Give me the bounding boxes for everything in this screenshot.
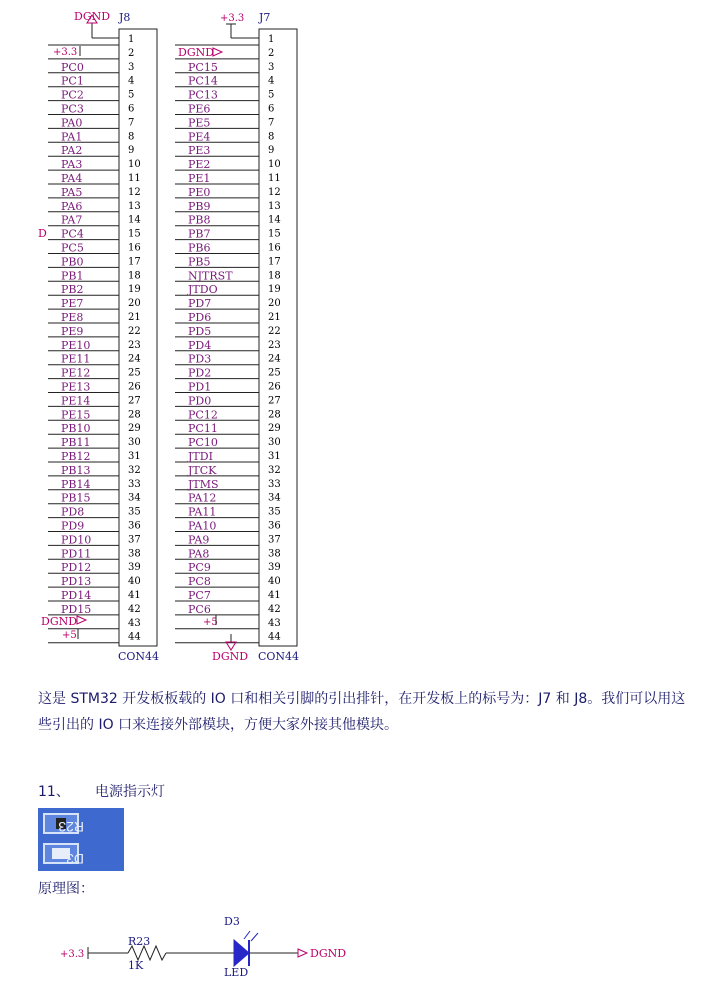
j7-net-label: PE4	[188, 130, 211, 144]
j8-pin-number: 30	[128, 437, 141, 449]
j8-pin-number: 13	[128, 200, 141, 212]
j7-pin-number: 37	[268, 534, 281, 546]
j7-net-label: JTCK	[188, 463, 217, 477]
j8-net-label: PB1	[61, 269, 84, 283]
j8-net-label: PA6	[61, 199, 83, 213]
j7-pin-number: 42	[268, 603, 281, 615]
j8-net-label: PA3	[61, 158, 83, 172]
j7-pin-number: 24	[268, 353, 281, 365]
j7-net-label: NJTRST	[188, 269, 233, 283]
j7-pin-number: 18	[268, 270, 281, 282]
connector-j7	[175, 11, 299, 663]
led-vcc-label: +3.3	[60, 949, 85, 960]
led-emission-arrow	[244, 931, 250, 939]
j7-pin-number: 16	[268, 242, 281, 254]
j8-net-label: PB15	[61, 491, 91, 505]
j8-pin-number: 33	[128, 478, 141, 490]
j8-pin-number: 12	[128, 186, 141, 198]
j8-net-label: PA4	[61, 172, 83, 185]
photo-d-label: D3	[66, 851, 84, 867]
j8-pin-number: 31	[128, 451, 141, 462]
dgnd-arrow	[77, 616, 86, 624]
j8-pin-number: 37	[128, 534, 141, 546]
j8-pin-number: 5	[128, 89, 135, 101]
j8-net-label: PD13	[61, 575, 92, 589]
j8-pin-number: 42	[128, 603, 141, 615]
j8-net-label: PE12	[61, 366, 91, 380]
j8-pin-number: 23	[128, 339, 141, 351]
j8-pin-number: 28	[128, 409, 141, 421]
j7-pin-number: 20	[268, 298, 281, 310]
j8-pin-number: 32	[128, 464, 141, 476]
j7-pin-number: 4	[268, 75, 275, 87]
j7-pin-number: 44	[268, 631, 281, 643]
j8-pin-number: 29	[128, 423, 141, 435]
j7-pwr-label: +5	[203, 617, 218, 628]
j7-net-label: PD0	[188, 394, 212, 408]
j7-pin-number: 7	[268, 117, 275, 129]
j8-pin-number: 36	[128, 520, 141, 532]
j8-net-label: PA1	[61, 130, 83, 144]
j7-net-label: PA12	[188, 491, 217, 505]
j7-net-label: PB7	[188, 227, 211, 241]
j8-pin-number: 21	[128, 312, 141, 323]
j8-pin-number: 6	[128, 103, 135, 115]
j7-pin-number: 21	[268, 312, 281, 323]
j7-net-label: PC14	[188, 74, 218, 88]
j7-pin-number: 17	[268, 256, 281, 268]
j7-pin-number: 31	[268, 451, 281, 462]
j8-pin-number: 4	[128, 75, 135, 87]
j7-pin-number: 36	[268, 520, 281, 532]
j7-pin-number: 6	[268, 103, 275, 115]
j8-net-label: PD8	[61, 505, 85, 519]
j7-net-label: PB9	[188, 199, 211, 213]
j8-net-label: PE8	[61, 311, 84, 324]
j8-net-label: PD11	[61, 547, 92, 561]
j8-net-label: PB12	[61, 450, 91, 463]
j8-pin-number: 41	[128, 590, 141, 601]
j8-net-label: PD9	[61, 519, 85, 533]
photo-r-label: R23	[58, 819, 84, 835]
j8-net-label: PE14	[61, 394, 91, 408]
j8-net-label: PA5	[61, 185, 83, 199]
j7-pin-number: 8	[268, 131, 275, 143]
resistor-value: 1K	[128, 959, 144, 972]
j8-net-label: PD15	[61, 602, 92, 616]
j7-pin-number: 11	[268, 173, 281, 184]
j8-net-label: PB13	[61, 463, 91, 477]
j7-pin-number: 1	[268, 34, 275, 45]
j8-pin-number: 10	[128, 159, 141, 171]
pcb-photo	[38, 808, 124, 871]
resistor-label: R23	[128, 935, 151, 948]
j7-pin-number: 26	[268, 381, 281, 393]
j7-net-label: PB8	[188, 213, 211, 227]
j7-pin-number: 38	[268, 548, 281, 560]
j8-pin-number: 11	[128, 173, 141, 184]
j8-net-label: PD14	[61, 589, 92, 602]
schematic-caption: 原理图：	[38, 881, 94, 897]
j7-net-label: PE0	[188, 185, 211, 199]
j7-dgnd-label: DGND	[178, 46, 215, 59]
j8-net-label: PC3	[61, 102, 84, 116]
j7-net-label: PD7	[188, 297, 212, 311]
j8-pin-number: 9	[128, 145, 135, 157]
j8-net-label: PB11	[61, 436, 91, 450]
j8-vcc-label: +3.3	[53, 47, 78, 58]
resistor-symbol	[128, 946, 166, 960]
j7-pin-number: 29	[268, 423, 281, 435]
led-symbol	[234, 940, 249, 966]
j7-pin-number: 25	[268, 367, 281, 379]
j8-pin-number: 3	[128, 61, 135, 73]
j8-net-label: PE10	[61, 338, 91, 352]
j7-net-label: JTMS	[188, 477, 219, 491]
j7-pin-number: 33	[268, 478, 281, 490]
j7-pin-number: 12	[268, 186, 281, 198]
j7-pin-number: 9	[268, 145, 275, 157]
j8-pin-number: 16	[128, 242, 141, 254]
j7-net-label: PC9	[188, 561, 211, 575]
j8-net-label: PB2	[61, 283, 84, 297]
j7-pin-number: 23	[268, 339, 281, 351]
j8-net-label: PE11	[61, 352, 91, 366]
j7-net-label: PD5	[188, 324, 212, 338]
j7-pin-number: 43	[268, 617, 281, 629]
j7-net-label: PC7	[188, 589, 211, 602]
j8-pin-number: 24	[128, 353, 141, 365]
j8-pin-number: 39	[128, 562, 141, 574]
j8-net-label: PC1	[61, 74, 84, 88]
j8-pin-number: 2	[128, 47, 135, 59]
j7-gnd-label: DGND	[212, 650, 249, 663]
j7-net-label: PA9	[188, 533, 210, 547]
j7-pin-number: 14	[268, 214, 281, 226]
j7-pin-number: 22	[268, 325, 281, 337]
j7-net-label: PC6	[188, 602, 211, 616]
j7-vcc-label: +3.3	[220, 13, 245, 24]
j7-pin-number: 19	[268, 284, 281, 296]
j7-net-label: PC10	[188, 436, 218, 450]
j7-net-label: PA11	[188, 505, 217, 519]
j8-net-label: PE7	[61, 297, 84, 311]
j8-pin-number: 44	[128, 631, 141, 643]
j7-net-label: PB6	[188, 241, 211, 255]
j7-net-label: PE1	[188, 172, 211, 185]
j7-net-label: PC13	[188, 88, 218, 102]
j8-pin-number: 27	[128, 395, 141, 407]
j8-net-label: PE15	[61, 408, 91, 422]
j7-net-label: PA10	[188, 519, 217, 533]
j8-part: CON44	[118, 650, 160, 663]
j7-pin-number: 35	[268, 506, 281, 518]
j8-net-label: PC0	[61, 60, 84, 74]
j7-net-label: PE6	[188, 102, 211, 116]
power-led-circuit	[60, 915, 346, 979]
j7-net-label: PD4	[188, 338, 212, 352]
j7-net-label: PA8	[188, 547, 210, 561]
j8-net-label: PD12	[61, 561, 92, 575]
j8-net-label: PD10	[61, 533, 92, 547]
j7-pin-number: 28	[268, 409, 281, 421]
j8-pin-number: 15	[128, 228, 141, 240]
j8-pin-number: 20	[128, 298, 141, 310]
j7-pin-number: 27	[268, 395, 281, 407]
j8-net-label: PE13	[61, 380, 91, 394]
j7-net-label: PD6	[188, 311, 212, 324]
j7-net-label: PC11	[188, 422, 218, 436]
j7-pin-number: 41	[268, 590, 281, 601]
j8-net-label: PC4	[61, 227, 84, 241]
j8-pin-number: 34	[128, 492, 141, 504]
j7-pin-number: 3	[268, 61, 275, 73]
j7-part: CON44	[258, 650, 300, 663]
j8-pin-number: 1	[128, 34, 135, 45]
j7-net-label: PE5	[188, 116, 211, 130]
j7-net-label: PE3	[188, 144, 211, 158]
j7-pin-number: 34	[268, 492, 281, 504]
j8-pin-number: 14	[128, 214, 141, 226]
j8-pin-number: 8	[128, 131, 135, 143]
j7-pin-number: 39	[268, 562, 281, 574]
led-gnd-label: DGND	[310, 947, 347, 960]
j8-pin-number: 18	[128, 270, 141, 282]
j7-pin-number: 13	[268, 200, 281, 212]
j8-net-label: PA2	[61, 144, 83, 158]
j7-pin-number: 40	[268, 576, 281, 588]
j8-net-label: PC5	[61, 241, 84, 255]
j8-pin-number: 22	[128, 325, 141, 337]
j8-net-label: PE9	[61, 324, 84, 338]
j8-pin-number: 17	[128, 256, 141, 268]
j8-pwr-label: +5	[62, 630, 77, 641]
j7-pin-number: 15	[268, 228, 281, 240]
j8-net-label: PB14	[61, 477, 91, 491]
j8-pin-number: 38	[128, 548, 141, 560]
j7-net-label: PD3	[188, 352, 212, 366]
j7-net-label: PD1	[188, 380, 212, 394]
j7-pin-number: 5	[268, 89, 275, 101]
j7-net-label: JTDO	[188, 283, 218, 297]
j7-pin-number: 2	[268, 47, 275, 59]
j8-pin-number: 35	[128, 506, 141, 518]
j8-net-label: PB10	[61, 422, 91, 436]
j8-pin-number: 19	[128, 284, 141, 296]
section-number: 11、	[38, 784, 70, 800]
j8-net-label: PB0	[61, 255, 84, 269]
j8-side-label: D	[38, 227, 47, 240]
j8-pin-number: 40	[128, 576, 141, 588]
j8-ref: J8	[119, 11, 131, 24]
dgnd-arrow	[298, 949, 307, 957]
j7-net-label: PC15	[188, 60, 218, 74]
j8-pin-number: 43	[128, 617, 141, 629]
j7-net-label: JTDI	[188, 450, 213, 463]
j8-net-label: PC2	[61, 88, 84, 102]
dgnd-arrow	[213, 48, 222, 56]
j7-pin-number: 30	[268, 437, 281, 449]
j7-pin-number: 32	[268, 464, 281, 476]
j7-net-label: PE2	[188, 158, 211, 172]
j8-net-label: PA7	[61, 213, 83, 227]
section-title: 电源指示灯	[95, 784, 165, 800]
j8-net-label: PA0	[61, 116, 83, 130]
j8-pin-number: 25	[128, 367, 141, 379]
led-emission-arrow	[251, 933, 258, 941]
j7-pin-number: 10	[268, 159, 281, 171]
connector-j8	[38, 10, 159, 663]
j8-gnd-label: DGND	[74, 10, 111, 23]
led-label: D3	[224, 915, 240, 928]
j7-net-label: PD2	[188, 366, 212, 380]
j7-net-label: PC12	[188, 408, 218, 422]
description-paragraph: 这是 STM32 开发板板载的 IO 口和相关引脚的引出排针，在开发板上的标号为：J7 和 J8。我们可以用这些引出的 IO 口来连接外部模块，方便大家外接其他模块。	[38, 691, 686, 733]
j7-ref: J7	[259, 11, 271, 24]
j8-pin-number: 26	[128, 381, 141, 393]
led-type: LED	[224, 966, 249, 979]
j8-dgnd-label: DGND	[41, 615, 78, 628]
j7-net-label: PB5	[188, 255, 211, 269]
j8-pin-number: 7	[128, 117, 135, 129]
j7-net-label: PC8	[188, 575, 211, 589]
